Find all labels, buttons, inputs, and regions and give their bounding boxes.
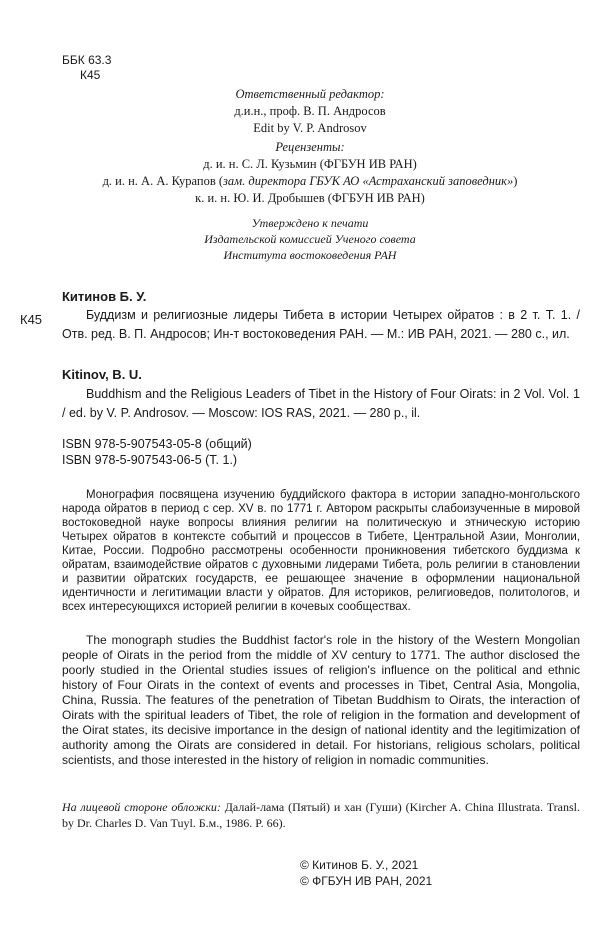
copyright-publisher: © ФГБУН ИВ РАН, 2021 xyxy=(300,874,433,888)
isbn-general: ISBN 978-5-907543-05-8 (общий) xyxy=(62,437,252,451)
abstract-en: The monograph studies the Buddhist factor's role in the history of the Western Mongolian people of Oirats in the period from the middle of XV century to 1771. The author disclosed the poorly studied in the Oriental studies issues of religion's influence on the political and ethnic history of Four Oirats in the context of events and processes in Tibet, Central Asia, Mongolia, China, Russia. The features of the penetration of Tibetan Buddhism to Oirats, the interaction of Oirats with the spiritual leaders of Tibet, the role of religion in the formation and development of the Oirat states, its decisive importance in the design of national identity and the legitimization of authority among the Oirats are considered in detail. For historians, religious scholars, political scientists, and those interested in the history of religion in nomadic communities. xyxy=(62,633,580,767)
cover-note xyxy=(62,799,580,831)
abstract-ru: Монография посвящена изучению буддийского фактора в истории западно-монгольского народа ойратов в период с сер. XV в. по 1771 г. Автором раскрыты слабоизученные в мировой востоковедной науке вопросы влияния религии на политическую и этническую историю Четырех ойратов в контексте событий и процессов в Тибете, Центральной Азии, Монголии, Китае, России. Подробно рассмотрены особенности проникновения тибетского буддизма к ойратам, взаимодействие ойратов с духовными лидерами Тибета, роль религии в становлении и развитии ойратских государств, ее решающее значение в оформлении национальной идентичности и легитимации власти у ойратов. Для историков, религиоведов, политологов, и всех интересующихся историей религии в кочевых сообществах. xyxy=(62,489,580,613)
editor-block xyxy=(60,86,560,137)
author-mark-code: К45 xyxy=(80,68,101,82)
reviewers-block xyxy=(60,139,560,207)
isbn-volume: ISBN 978-5-907543-06-5 (Т. 1.) xyxy=(62,453,238,467)
copyright-block xyxy=(300,857,432,889)
catalog-side-code: К45 xyxy=(20,312,43,327)
editor-name-en: Edit by V. P. Androsov xyxy=(253,121,367,135)
editor-label: Ответственный редактор: xyxy=(235,87,385,101)
bbk-code: ББК 63.3 xyxy=(62,53,112,67)
approval-block xyxy=(60,215,560,263)
cover-note-text: Далай-лама (Пятый) и хан (Гуши) (Kircher A. China Illustrata. Transl. by Dr. Charles D. Van Tuyl. Б.м., 1986. P. 66). xyxy=(62,800,580,830)
editor-name-ru: д.и.н., проф. В. П. Андросов xyxy=(234,104,386,118)
isbn-block xyxy=(62,436,252,468)
reviewer-3: к. и. н. Ю. И. Дробышев (ФГБУН ИВ РАН) xyxy=(195,191,425,205)
catalog-author-ru: Китинов Б. У. xyxy=(62,289,147,304)
reviewer-2: д. и. н. А. А. Курапов (зам. директора ГБУК АО «Астраханский заповедник») xyxy=(102,174,518,188)
catalog-entry-ru: Буддизм и религиозные лидеры Тибета в истории Четырех ойратов : в 2 т. Т. 1. / Отв. ред. В. П. Андросов; Ин-т востоковедения РАН. — М.: ИВ РАН, 2021. — 280 с., ил. xyxy=(62,308,580,341)
approval-line-1: Утверждено к печати xyxy=(251,216,369,230)
reviewers-label: Рецензенты: xyxy=(275,140,345,154)
reviewer-1: д. и. н. С. Л. Кузьмин (ФГБУН ИВ РАН) xyxy=(203,157,417,171)
classification-block xyxy=(62,53,111,83)
cover-note-label: На лицевой стороне обложки: xyxy=(62,800,221,814)
approval-line-3: Института востоковедения РАН xyxy=(223,248,397,262)
catalog-entry-en: Buddhism and the Religious Leaders of Tibet in the History of Four Oirats: in 2 Vol. Vol. 1 / ed. by V. P. Androsov. — Moscow: IOS RAS, 2021. — 280 p., il. xyxy=(62,387,580,420)
catalog-author-en: Kitinov, B. U. xyxy=(62,367,142,382)
approval-line-2: Издательской комиссией Ученого совета xyxy=(204,232,416,246)
copyright-author: © Китинов Б. У., 2021 xyxy=(300,858,419,872)
